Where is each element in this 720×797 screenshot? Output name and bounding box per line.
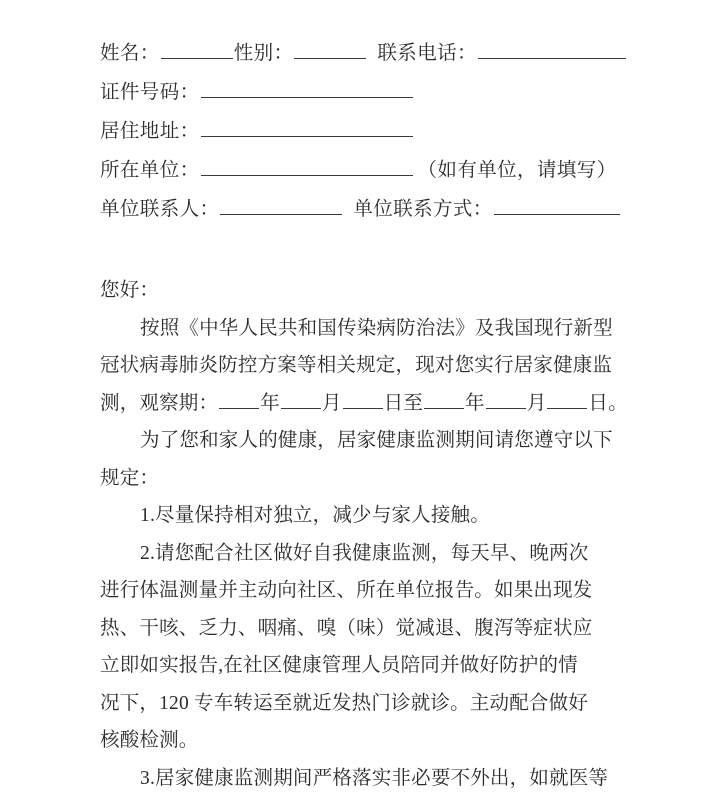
rule-2-text-1: 请您配合社区做好自我健康监测，每天早、晚两次 — [155, 543, 588, 564]
input-end-day[interactable] — [547, 388, 587, 409]
input-address[interactable] — [201, 117, 413, 138]
period-period: 。 — [608, 393, 628, 414]
rule-1-line-1 — [100, 497, 610, 535]
notice-body — [100, 272, 610, 797]
input-work-unit[interactable] — [201, 156, 413, 177]
unit-month-end: 月 — [527, 393, 547, 414]
label-address: 居住地址： — [100, 112, 200, 151]
paragraph2-line2: 规定： — [100, 460, 610, 498]
personal-info-form — [100, 34, 630, 229]
salutation: 您好： — [100, 272, 610, 310]
input-unit-contact-person[interactable] — [220, 195, 342, 216]
form-row-id-number — [100, 73, 630, 112]
rule-2-line-2: 进行体温测量并主动向社区、所在单位报告。如果出现发 — [100, 572, 610, 610]
rule-2-line-6: 核酸检测。 — [100, 722, 610, 760]
paragraph1-line1: 按照《中华人民共和国传染病防治法》及我国现行新型 — [100, 310, 610, 348]
unit-day-start: 日 — [384, 393, 404, 414]
label-name: 姓名： — [100, 34, 160, 73]
label-unit-contact-way: 单位联系方式： — [353, 190, 492, 229]
rule-2-line-3: 热、干咳、乏力、咽痛、嗅（味）觉减退、腹泻等症状应 — [100, 610, 610, 648]
form-row-name-gender-phone — [100, 34, 630, 73]
label-gender: 性别： — [234, 34, 294, 73]
input-unit-contact-way[interactable] — [494, 195, 620, 216]
input-end-month[interactable] — [486, 388, 526, 409]
paragraph1-line2: 冠状病毒肺炎防控方案等相关规定，现对您实行居家健康监 — [100, 347, 610, 385]
form-row-work-unit — [100, 151, 630, 190]
input-start-day[interactable] — [343, 388, 383, 409]
input-end-year[interactable] — [424, 388, 464, 409]
rule-3-line-1 — [100, 760, 610, 797]
rule-2-line-4: 立即如实报告,在社区健康管理人员陪同并做好防护的情 — [100, 647, 610, 685]
paragraph1-line3 — [100, 385, 610, 423]
rule-1-text: 尽量保持相对独立，减少与家人接触。 — [155, 505, 490, 526]
input-id-number[interactable] — [201, 78, 413, 99]
label-id-number: 证件号码： — [100, 73, 200, 112]
paragraph2-line1: 为了您和家人的健康，居家健康监测期间请您遵守以下 — [100, 422, 610, 460]
rule-2-line-1 — [100, 535, 610, 573]
rule-3-text-1: 居家健康监测期间严格落实非必要不外出，如就医等 — [155, 768, 608, 789]
label-unit-contact-person: 单位联系人： — [100, 190, 219, 229]
unit-year-end: 年 — [465, 393, 485, 414]
work-unit-note: （如有单位，请填写） — [418, 151, 617, 190]
input-phone[interactable] — [478, 39, 626, 60]
rule-1-number: 1. — [140, 505, 155, 526]
form-row-address — [100, 112, 630, 151]
unit-month-start: 月 — [322, 393, 342, 414]
input-gender[interactable] — [294, 39, 366, 60]
rule-2-line-5: 况下，120 专车转运至就近发热门诊就诊。主动配合做好 — [100, 685, 610, 723]
input-name[interactable] — [161, 39, 233, 60]
form-row-unit-contact — [100, 190, 630, 229]
observation-period-label: 测，观察期： — [100, 393, 218, 414]
input-start-year[interactable] — [219, 388, 259, 409]
unit-year-start: 年 — [260, 393, 280, 414]
label-phone: 联系电话： — [377, 34, 477, 73]
input-start-month[interactable] — [281, 388, 321, 409]
rule-3-number: 3. — [140, 768, 155, 789]
unit-day-end: 日 — [588, 393, 608, 414]
period-connector: 至 — [403, 393, 423, 414]
label-work-unit: 所在单位： — [100, 151, 200, 190]
rule-2-number: 2. — [140, 543, 155, 564]
